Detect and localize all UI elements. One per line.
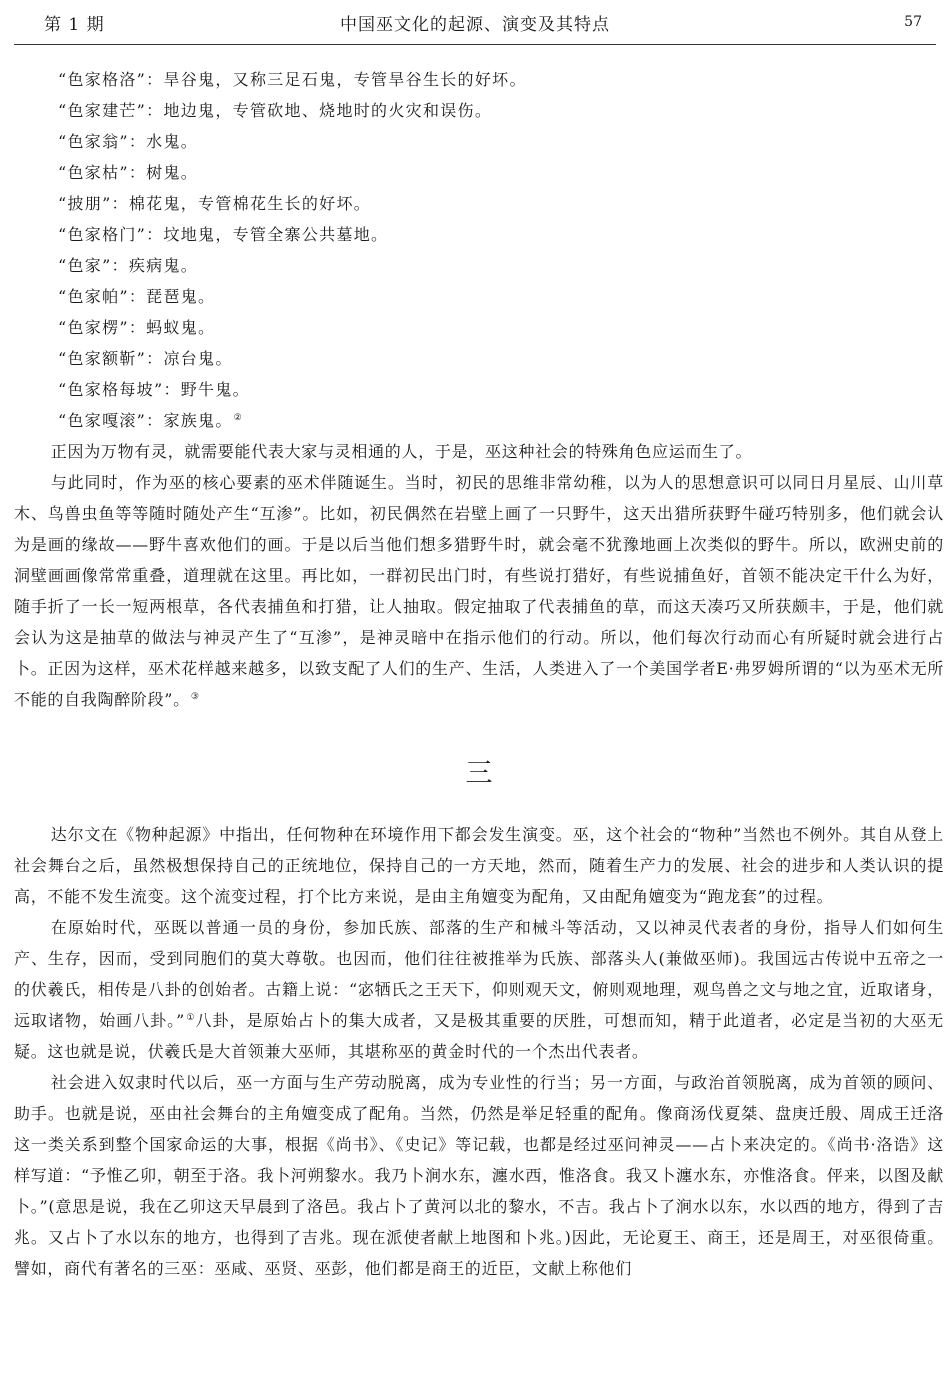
list-item: “色家格门”：坟地鬼，专管全寨公共墓地。 [58,225,389,244]
paragraph-text: 正因为万物有灵，就需要能代表大家与灵相通的人，于是，巫这种社会的特殊角色应运而生了。 [50,442,753,461]
paragraph-text: 与此同时，作为巫的核心要素的巫术伴随诞生。当时，初民的思维非常幼稚，以为人的思想意识可以同日月星辰、山川草木、鸟兽虫鱼等等随时随处产生“互渗”。比如，初民偶然在岩壁上画了一只野牛，这天出猎所获野牛碰巧特别多，他们就会认为是画的缘故——野牛喜欢他们的画。于是以后当他们想多猎野牛时，就会毫不犹豫地画上次类似的野牛。所以，欧洲史前的洞壁画画像常常重叠，道理就在这里。再比如，一群初民出门时，有些说打猎好，有些说捕鱼好，首领不能决定干什么为好，随手折了一长一短两根草，各代表捕鱼和打猎，让人抽取。假定抽取了代表捕鱼的草，而这天凑巧又所获颇丰，于是，他们就会认为这是抽草的做法与神灵产生了“互渗”，是神灵暗中在指示他们的行动。所以，他们每次行动而心有所疑时就会进行占卜。正因为这样，巫术花样越来越多，以致支配了人们的生产、生活，人类进入了一个美国学者E·弗罗姆所谓的“以为巫术无所不能的自我陶醉阶段”。 [14,473,944,709]
list-item: “色家建芒”：地边鬼，专管砍地、烧地时的火灾和误伤。 [58,101,493,120]
footnote-ref[interactable]: ② [233,412,244,423]
article-body [14,64,944,1284]
paragraph [14,819,944,912]
list-item: “披朋”：棉花鬼，专管棉花生长的好坏。 [58,194,372,213]
list-item-text: “色家嘎滚”：家族鬼。 [58,411,233,430]
footnote-ref[interactable]: ③ [190,691,200,702]
list-item: “色家格洛”：旱谷鬼，又称三足石鬼，专管旱谷生长的好坏。 [58,70,527,89]
list-item: “色家帕”：琵琶鬼。 [58,287,216,306]
journal-issue: 第 1 期 [44,15,105,35]
list-item: “色家枯”：树鬼。 [58,163,199,182]
paragraph-text: 达尔文在《物种起源》中指出，任何物种在环境作用下都会发生演变。巫，这个社会的“物种”当然也不例外。其自从登上社会舞台之后，虽然极想保持自己的正统地位，保持自己的一方天地，然而，随着生产力的发展、社会的进步和人类认识的提高，不能不发生流变。这个流变过程，打个比方来说，是由主角嬗变为配角，又由配角嬗变为“跑龙套”的过程。 [14,825,944,906]
paragraph [14,1067,944,1284]
paragraph-text: 在原始时代，巫既以普通一员的身份，参加氏族、部落的生产和械斗等活动，又以神灵代表者的身份，指导人们如何生产、生存，因而，受到同胞们的莫大尊敬。也因而，他们往往被推举为氏族、部落头人(兼做巫师)。我国远古传说中五帝之一的伏羲氏，相传是八卦的创始者。古籍上说：“宓牺氏之王天下，仰则观天文，俯则观地理，观鸟兽之文与地之宜，近取诸身，远取诸物，始画八卦。” [14,918,944,1030]
running-title: 中国巫文化的起源、演变及其特点 [340,15,610,35]
paragraph [14,467,944,715]
paragraph [14,436,944,467]
list-item: “色家翁”：水鬼。 [58,132,199,151]
paragraph-text: 八卦，是原始占卜的集大成者，又是极其重要的厌胜，可想而知，精于此道者，必定是当初的大巫无疑。这也就是说，伏羲氏是大首领兼大巫师，其堪称巫的黄金时代的一个杰出代表者。 [14,1011,944,1061]
page-header [14,0,936,45]
paragraph-text: 社会进入奴隶时代以后，巫一方面与生产劳动脱离，成为专业性的行当；另一方面，与政治首领脱离，成为首领的顾问、助手。也就是说，巫由社会舞台的主角嬗变成了配角。当然，仍然是举足轻重的配角。像商汤伐夏桀、盘庚迁殷、周成王迁洛这一类关系到整个国家命运的大事，根据《尚书》、《史记》等记载，也都是经过巫问神灵——占卜来决定的。《尚书·洛诰》这样写道：“予惟乙卯，朝至于洛。我卜河朔黎水。我乃卜涧水东，瀍水西，惟洛食。我又卜瀍水东，亦惟洛食。伻来，以图及献卜。”(意思是说，我在乙卯这天早晨到了洛邑。我占卜了黄河以北的黎水，不吉。我占卜了涧水以东，水以西的地方，得到了吉兆。又占卜了水以东的地方，也得到了吉兆。现在派使者献上地图和卜兆。)因此，无论夏王、商王，还是周王，对巫很倚重。譬如，商代有著名的三巫：巫咸、巫贤、巫彭，他们都是商王的近臣，文献上称他们 [14,1073,944,1278]
section-heading: 三 [465,758,493,789]
list-item: “色家楞”：蚂蚁鬼。 [58,318,216,337]
list-item [14,405,944,436]
list-item: “色家”：疾病鬼。 [58,256,199,275]
list-item: “色家额靳”：凉台鬼。 [58,349,233,368]
list-item: “色家格每坡”：野牛鬼。 [58,380,250,399]
paragraph [14,912,944,1067]
footnote-ref[interactable]: ① [186,1012,196,1023]
page-number: 57 [904,14,922,30]
